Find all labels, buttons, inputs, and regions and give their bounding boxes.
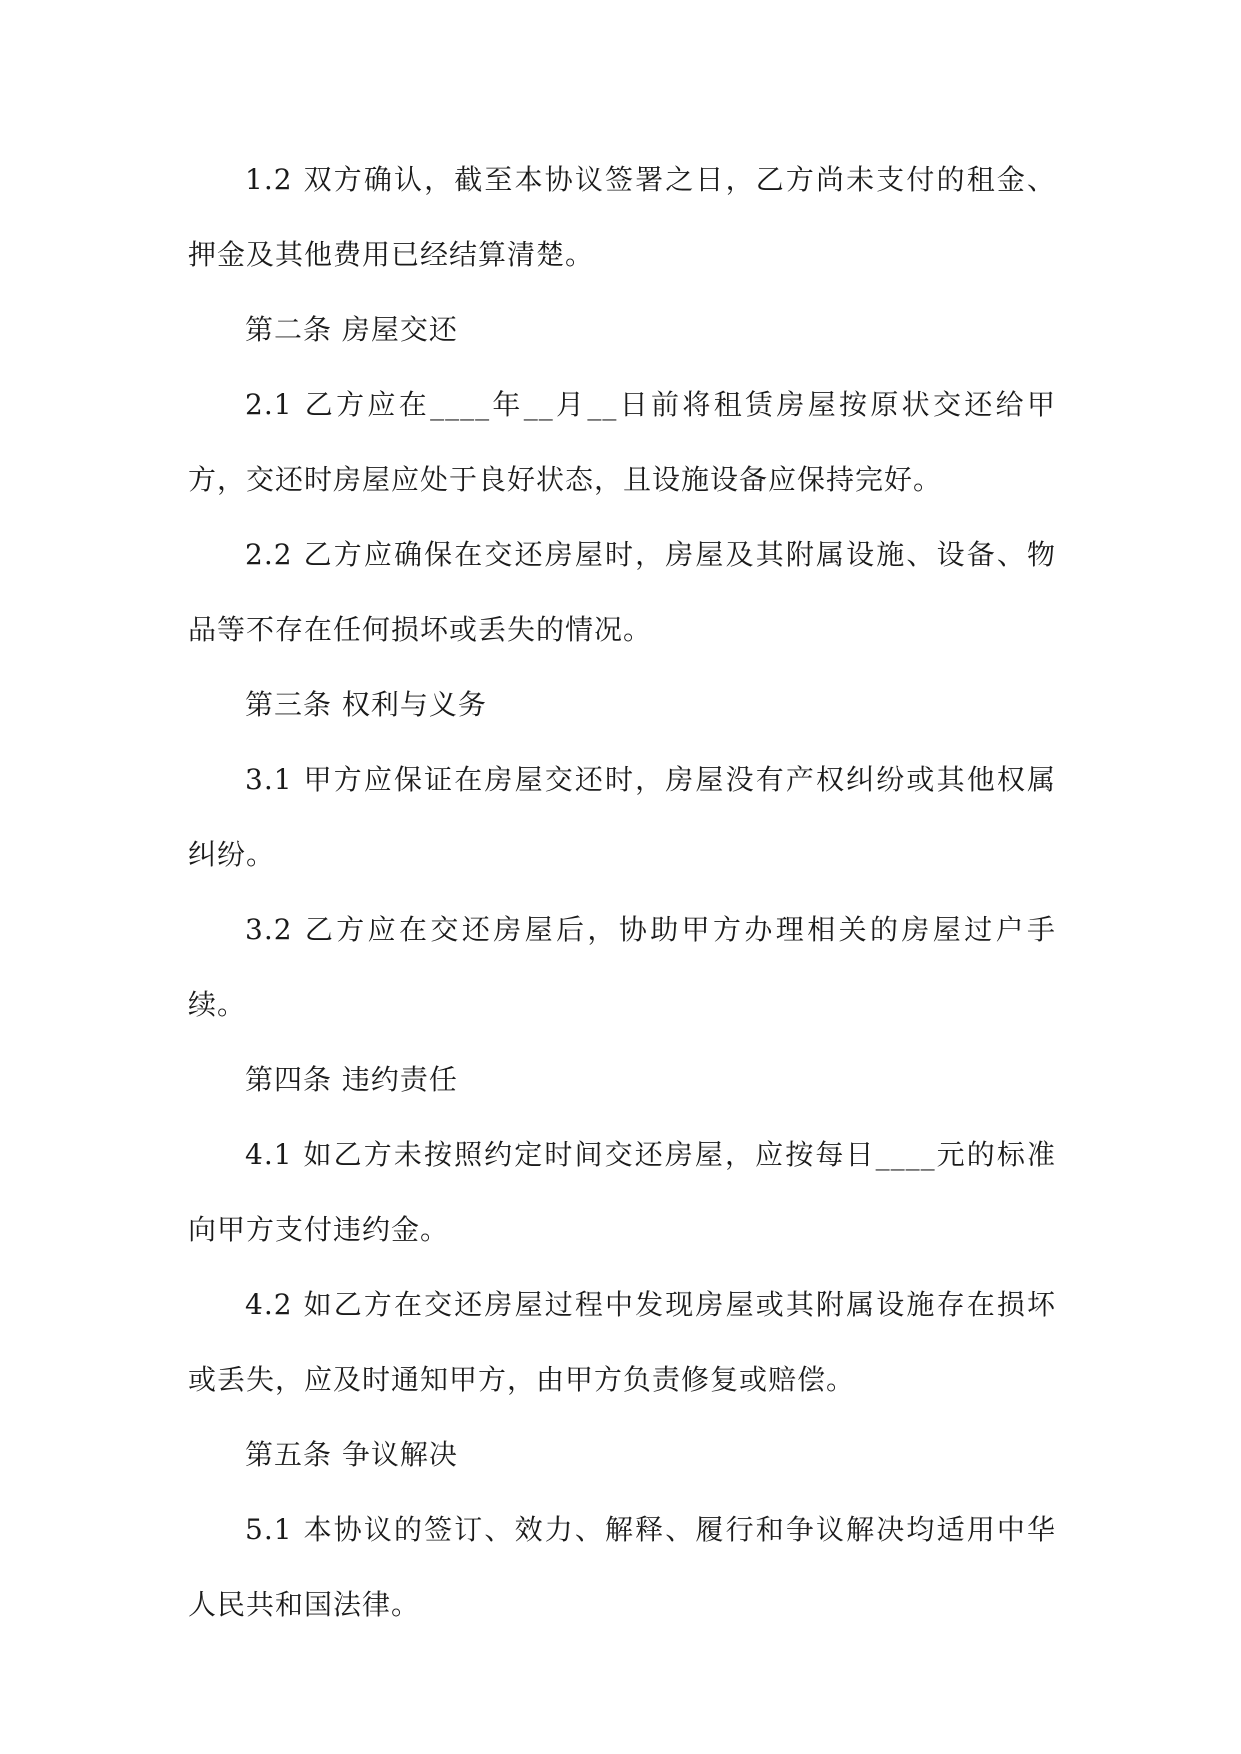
clause-5-1: 5.1 本协议的签订、效力、解释、履行和争议解决均适用中华人民共和国法律。 — [188, 1513, 1056, 1621]
clause-3-2: 3.2 乙方应在交还房屋后，协助甲方办理相关的房屋过户手续。 — [188, 913, 1056, 1021]
section-heading-3: 第三条 权利与义务 — [245, 688, 487, 721]
document-body — [188, 142, 1056, 1642]
clause-2-1: 2.1 乙方应在____年__月__日前将租赁房屋按原状交还给甲方，交还时房屋应处于良好状态，且设施设备应保持完好。 — [188, 388, 1056, 496]
clause-3-1: 3.1 甲方应保证在房屋交还时，房屋没有产权纠纷或其他权属纠纷。 — [188, 763, 1056, 871]
section-heading-4: 第四条 违约责任 — [245, 1063, 458, 1096]
clause-1-2: 1.2 双方确认，截至本协议签署之日，乙方尚未支付的租金、押金及其他费用已经结算清楚。 — [188, 163, 1056, 271]
clause-4-1: 4.1 如乙方未按照约定时间交还房屋，应按每日____元的标准向甲方支付违约金。 — [188, 1138, 1056, 1246]
clause-2-2: 2.2 乙方应确保在交还房屋时，房屋及其附属设施、设备、物品等不存在任何损坏或丢失的情况。 — [188, 538, 1056, 646]
section-heading-5: 第五条 争议解决 — [245, 1438, 458, 1471]
section-heading-2: 第二条 房屋交还 — [245, 313, 458, 346]
clause-4-2: 4.2 如乙方在交还房屋过程中发现房屋或其附属设施存在损坏或丢失，应及时通知甲方，由甲方负责修复或赔偿。 — [188, 1288, 1056, 1396]
